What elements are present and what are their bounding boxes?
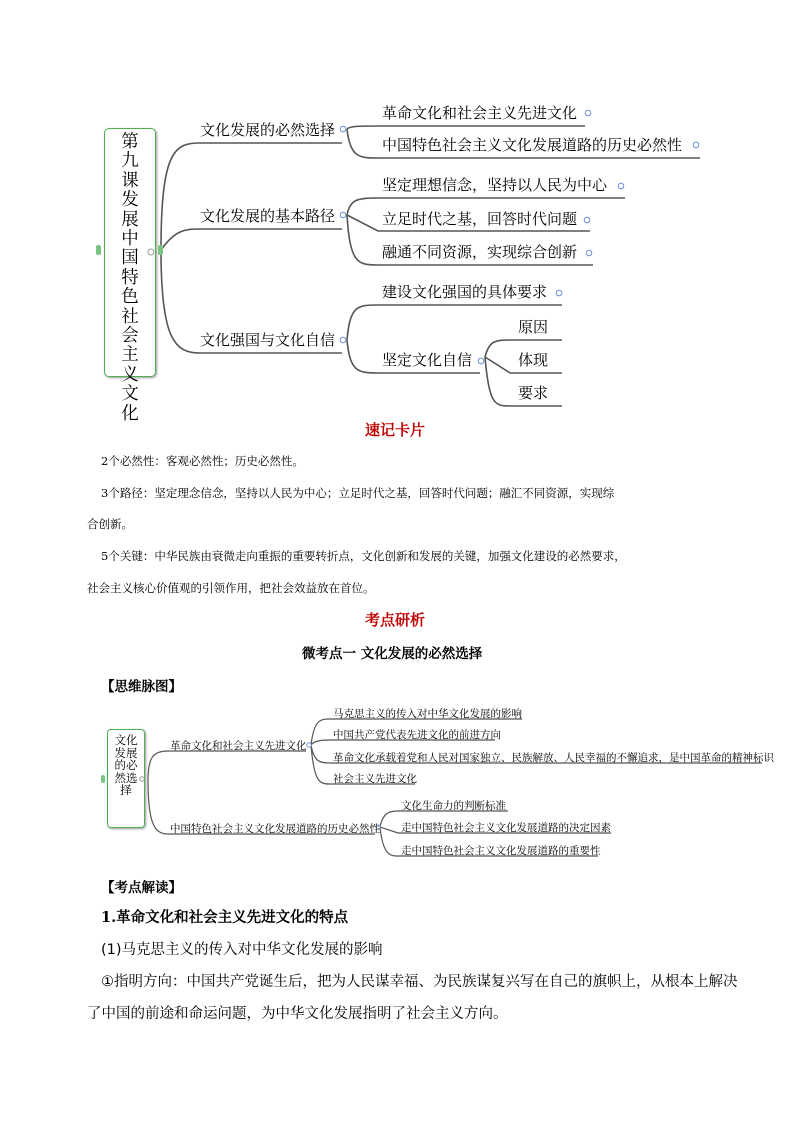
branch-2[interactable]: 文化发展的基本路径 [200, 207, 336, 225]
leaf-2-2[interactable]: 立足时代之基，回答时代问题 [382, 210, 578, 228]
mindmap-2-root-text: 文化发展的必然选择 [114, 733, 138, 797]
mindmap-2-root[interactable] [107, 729, 145, 828]
collapse-toggle [307, 743, 311, 747]
leaf-1-2[interactable]: 中国特色社会主义文化发展道路的历史必然性 [382, 136, 683, 154]
reading-label: 【考点解读】 [101, 880, 182, 896]
m2-leaf-1-2[interactable]: 中国共产党代表先进文化的前进方向 [333, 729, 501, 741]
branch-1[interactable]: 文化发展的必然选择 [200, 121, 336, 139]
leaf-3-2-3[interactable]: 要求 [518, 384, 549, 402]
card-line-5: 社会主义核心价值观的引领作用，把社会效益放在首位。 [87, 581, 375, 595]
reading-heading: 1.革命文化和社会主义先进文化的特点 [101, 909, 349, 926]
leaf-3-1[interactable]: 建设文化强国的具体要求 [382, 283, 548, 301]
leaf-3-2[interactable]: 坚定文化自信 [382, 351, 473, 369]
mindmap-1-root-text: 第九课 发展中国特色社会主义文化 [121, 132, 139, 424]
section-subtitle: 微考点一 文化发展的必然选择 [302, 646, 483, 662]
left-handle [101, 775, 105, 783]
section-title: 考点研析 [365, 611, 426, 629]
leaf-3-2-2[interactable]: 体现 [518, 351, 549, 369]
reading-sub: (1)马克思主义的传入对中华文化发展的影响 [101, 942, 383, 958]
m2-leaf-1-4[interactable]: 社会主义先进文化 [333, 773, 417, 785]
leaf-1-1[interactable]: 革命文化和社会主义先进文化 [382, 104, 578, 122]
card-line-2: 3个路径：坚定理念信念，坚持以人民为中心；立足时代之基，回答时代问题；融汇不同资源，实现综 [101, 486, 615, 500]
card-line-1: 2个必然性：客观必然性；历史必然性。 [101, 454, 304, 468]
branch-3[interactable]: 文化强国与文化自信 [200, 331, 336, 349]
m2-branch-1[interactable]: 革命文化和社会主义先进文化 [170, 740, 307, 752]
reading-para-line-1: ①指明方向：中国共产党诞生后，把为人民谋幸福、为民族谋复兴写在自己的旗帜上，从根本上解决 [101, 974, 738, 990]
m2-branch-2[interactable]: 中国特色社会主义文化发展道路的历史必然性 [170, 823, 380, 835]
card-title: 速记卡片 [365, 421, 426, 439]
m2-leaf-1-3[interactable]: 革命文化承载着党和人民对国家独立、民族解放、人民幸福的不懈追求，是中国革命的精神标识 [333, 752, 774, 764]
m2-leaf-2-2[interactable]: 走中国特色社会主义文化发展道路的决定因素 [401, 822, 611, 834]
card-line-3: 合创新。 [87, 517, 133, 531]
m2-leaf-2-3[interactable]: 走中国特色社会主义文化发展道路的重要性 [401, 845, 601, 857]
leaf-3-2-1[interactable]: 原因 [518, 318, 549, 336]
reading-para-line-2: 了中国的前途和命运问题，为中华文化发展指明了社会主义方向。 [87, 1006, 508, 1022]
m2-leaf-1-1[interactable]: 马克思主义的传入对中华文化发展的影响 [333, 708, 522, 720]
card-line-4: 5个关键：中华民族由衰微走向重振的重要转折点，文化创新和发展的关键，加强文化建设的必然要求， [101, 549, 626, 563]
m2-leaf-2-1[interactable]: 文化生命力的判断标准 [401, 800, 506, 812]
mindmap-label: 【思维脉图】 [101, 679, 182, 695]
leaf-2-3[interactable]: 融通不同资源，实现综合创新 [382, 243, 578, 261]
leaf-2-1[interactable]: 坚定理想信念，坚持以人民为中心 [382, 176, 608, 194]
